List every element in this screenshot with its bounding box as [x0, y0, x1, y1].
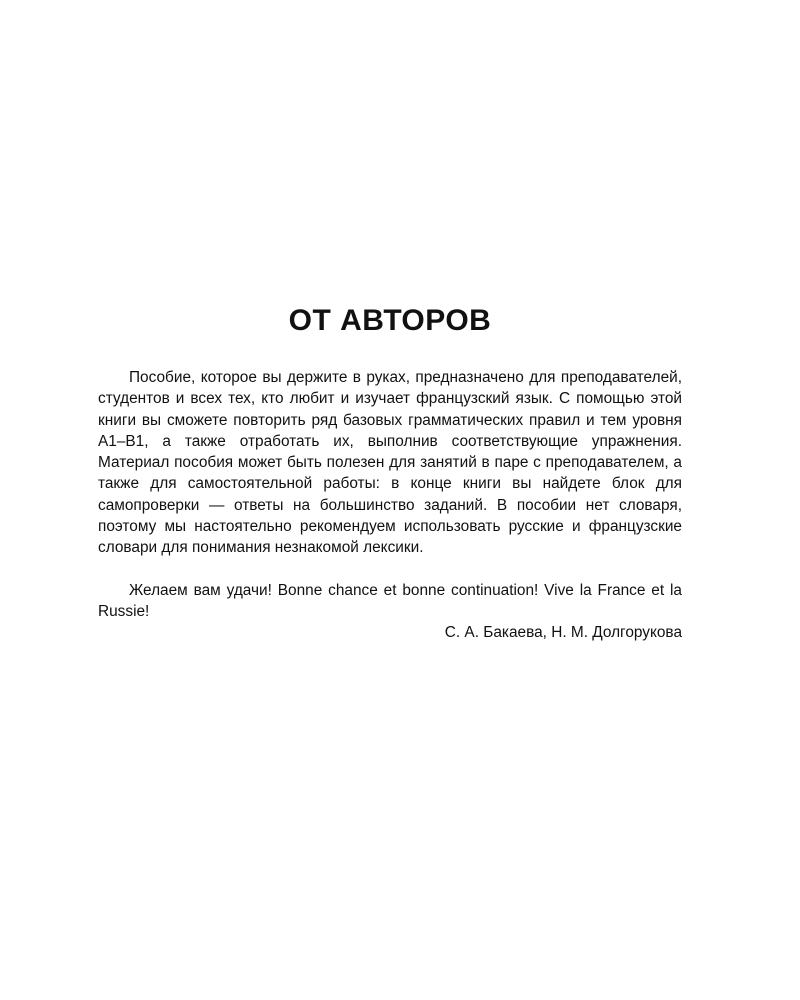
preface-paragraph-2: Желаем вам удачи! Bonne chance et bonne continuation! Vive la France et la Russie!	[98, 581, 682, 620]
preface-paragraph-1: Пособие, которое вы держите в руках, предназначено для преподавателей, студентов и всех тех, кто любит и изучает французский язык. С помощью этой книги вы сможете повторить ряд базовых грамматических правил и тем уровня A1–B1, а также отработать их, выполнив соответствующие упражнения. Материал пособия может быть полезен для занятий в паре с преподавателем, а также для самостоятельной работы: в конце книги вы найдете блок для самопроверки — ответы на большинство заданий. В пособии нет словаря, поэтому мы настоятельно рекомендуем использовать русские и французские словари для понимания незнакомой лексики.	[98, 369, 682, 557]
authors-signature: С. А. Бакаева, Н. М. Долгорукова	[444, 624, 682, 642]
page-title: ОТ АВТОРОВ	[288, 304, 492, 337]
preface-section	[98, 303, 682, 644]
